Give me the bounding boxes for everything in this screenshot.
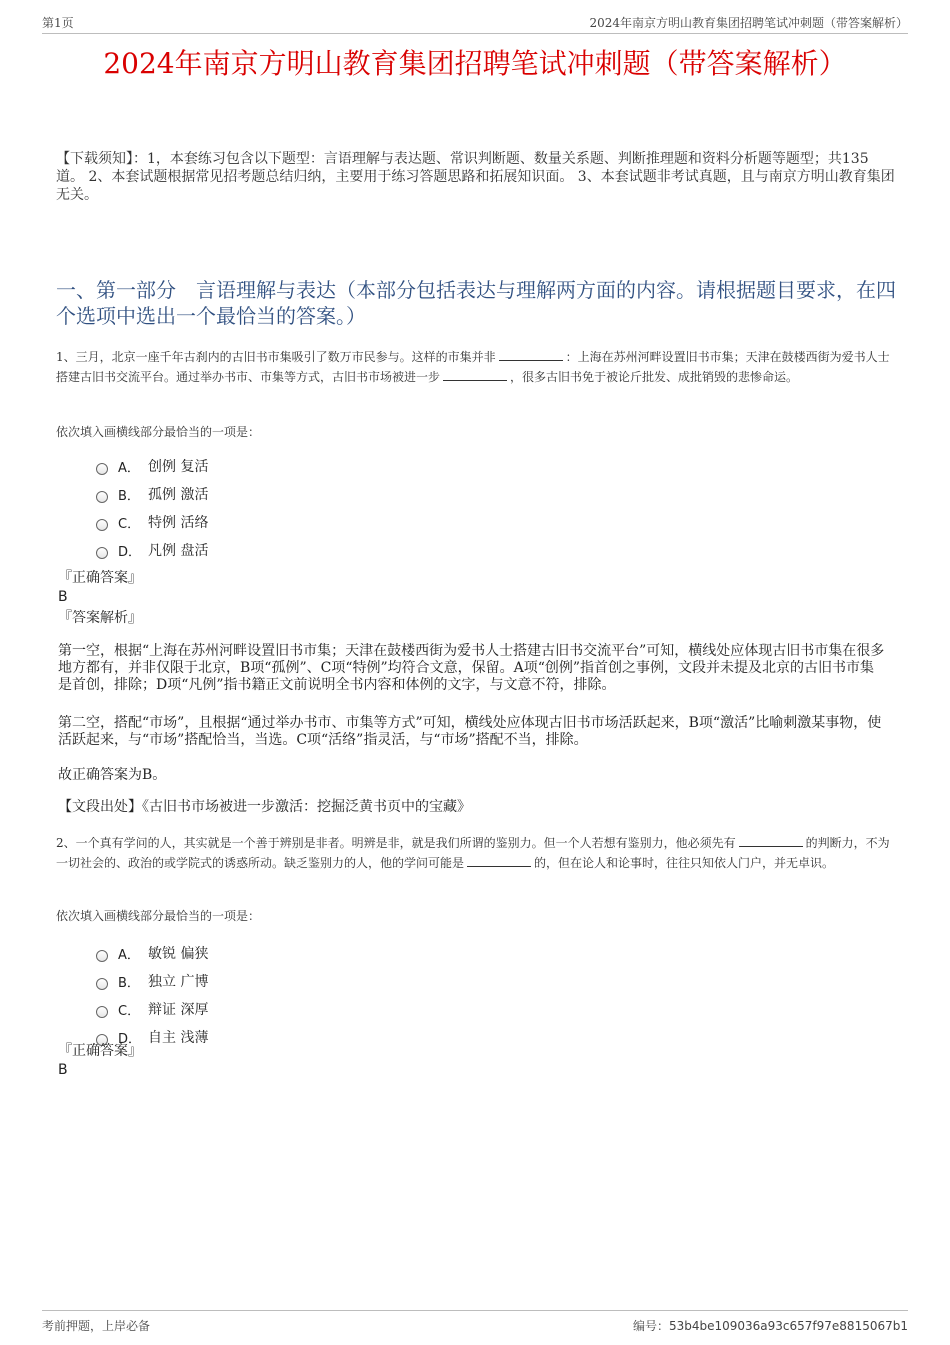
fill-blank — [739, 834, 803, 847]
question-2-text-a: 2、一个真有学问的人，其实就是一个善于辨别是非者。明辨是非，就是我们所谓的鉴别力。但一个人若想有鉴别力，他必须先有 — [56, 836, 736, 850]
option-letter: C． — [118, 516, 141, 532]
document-code — [633, 1317, 908, 1334]
analysis-label: 『答案解析』 — [58, 610, 142, 626]
fill-blank — [499, 348, 563, 361]
analysis-paragraph-1: 第一空，根据“上海在苏州河畔设置旧书市集；天津在鼓楼西街为爱书人士搭建古旧书交流平台”可知，横线处应体现古旧书市集在很多地方都有，并非仅限于北京，B项“孤例”、C项“特例”均符合文意，保留。A项“创例”指首创之事例，文段并未提及北京的古旧书市集是首创，排除；D项“凡例”指书籍正文前说明全书内容和体例的文字，与文意不符，排除。 — [58, 643, 885, 693]
analysis-paragraph-2: 第二空，搭配“市场”，且根据“通过举办书市、市集等方式”可知，横线处应体现古旧书市场活跃起来，B项“激活”比喻刺激某事物，使活跃起来，与“市场”搭配恰当，当选。C项“活络”指灵活，与“市场”搭配不当，排除。 — [58, 715, 882, 748]
option-letter: A． — [118, 947, 140, 963]
question-1-stem — [56, 347, 900, 387]
section-heading: 一、第一部分 言语理解与表达（本部分包括表达与理解两方面的内容。请根据题目要求，在四个选项中选出一个最恰当的答案。） — [56, 278, 896, 328]
page-number: 第1页 — [42, 16, 74, 30]
question-1-text-a: 1、三月，北京一座千年古刹内的古旧书市集吸引了数万市民参与。这样的市集并非 — [56, 350, 496, 364]
option-letter: D． — [118, 544, 142, 560]
option-letter: B． — [118, 488, 140, 504]
option-letter: A． — [118, 460, 140, 476]
option-d[interactable] — [96, 536, 496, 564]
correct-answer-value: B — [58, 1062, 68, 1078]
question-1-text-b: ：上海在苏州河畔设置旧书市集；天津在鼓楼西街为爱书人士搭建古旧书交流平台。通过举办书市、市集等方式，古旧书市场被进一步 — [56, 350, 890, 384]
document-title: 2024年南京方明山教育集团招聘笔试冲刺题（带答案解析） — [103, 47, 847, 80]
passage-source: 【文段出处】《古旧书市场被进一步激活：挖掘泛黄书页中的宝藏》 — [58, 799, 471, 815]
option-letter: D． — [118, 1031, 142, 1047]
radio-button-icon[interactable] — [96, 950, 108, 962]
question-1-text-c: ，很多古旧书免于被论斤批发、成批销毁的悲惨命运。 — [510, 370, 799, 384]
radio-button-icon[interactable] — [96, 1006, 108, 1018]
code-value: 53b4be109036a93c657f97e8815067b1 — [668, 1319, 908, 1333]
header-doc-title: 2024年南京方明山教育集团招聘笔试冲刺题（带答案解析） — [589, 16, 908, 30]
option-text: 辩证 深厚 — [148, 1002, 209, 1018]
option-text: 独立 广博 — [148, 974, 209, 990]
option-b[interactable] — [96, 967, 496, 995]
correct-answer-label: 『正确答案』 — [58, 570, 142, 586]
correct-answer-label: 『正确答案』 — [58, 1043, 142, 1059]
option-d[interactable] — [96, 1023, 496, 1051]
radio-button-icon[interactable] — [96, 463, 108, 475]
question-2-stem — [56, 833, 900, 873]
question-2-text-c: 的，但在论人和论事时，往往只知依人门户，并无卓识。 — [534, 856, 835, 870]
option-c[interactable] — [96, 995, 496, 1023]
option-text: 敏锐 偏狭 — [148, 946, 209, 962]
option-text: 孤例 激活 — [148, 487, 209, 503]
question-1-instruction: 依次填入画横线部分最恰当的一项是： — [56, 425, 261, 439]
option-text: 创例 复活 — [148, 459, 209, 475]
option-a[interactable] — [96, 452, 496, 480]
question-2-options — [96, 939, 496, 1051]
analysis-conclusion: 故正确答案为B。 — [58, 767, 167, 783]
option-text: 自主 浅薄 — [148, 1030, 209, 1046]
option-text: 特例 活络 — [148, 515, 209, 531]
radio-button-icon[interactable] — [96, 978, 108, 990]
question-2-text-b: 的判断力，不为一切社会的、政治的或学院式的诱惑所动。缺乏鉴别力的人，他的学问可能是 — [56, 836, 890, 870]
download-notice: 【下载须知】：1，本套练习包含以下题型：言语理解与表达题、常识判断题、数量关系题、判断推理题和资料分析题等题型；共135道。 2、本套试题根据常见招考题总结归纳，主要用于练习答题思路和拓展知识面。 3、本套试题非考试真题，且与南京方明山教育集团无关。 — [56, 151, 895, 203]
radio-button-icon[interactable] — [96, 547, 108, 559]
correct-answer-value: B — [58, 589, 68, 605]
question-1-options — [96, 452, 496, 564]
code-label: 编号： — [632, 1319, 669, 1333]
option-letter: C． — [118, 1003, 141, 1019]
footer-slogan: 考前押题，上岸必备 — [42, 1319, 151, 1333]
option-c[interactable] — [96, 508, 496, 536]
radio-button-icon[interactable] — [96, 519, 108, 531]
option-b[interactable] — [96, 480, 496, 508]
page-footer — [42, 1310, 908, 1334]
option-letter: B． — [118, 975, 140, 991]
option-a[interactable] — [96, 939, 496, 967]
question-2-instruction: 依次填入画横线部分最恰当的一项是： — [56, 909, 261, 923]
radio-button-icon[interactable] — [96, 491, 108, 503]
option-text: 凡例 盘活 — [148, 543, 209, 559]
fill-blank — [443, 368, 507, 381]
page-header — [42, 14, 908, 34]
fill-blank — [467, 854, 531, 867]
